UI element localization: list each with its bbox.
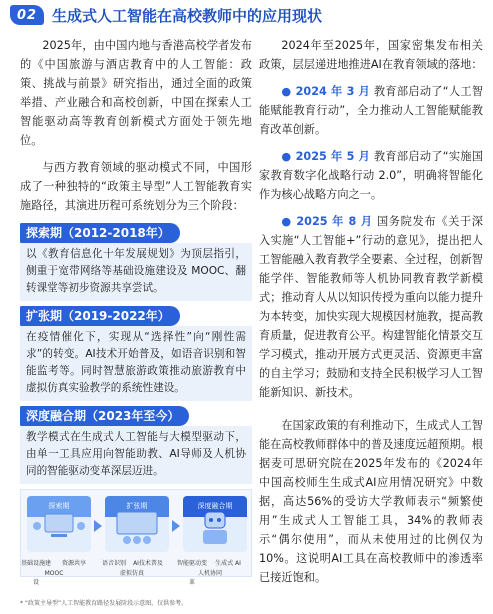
left-column xyxy=(20,36,252,586)
policy-item-2024-03 xyxy=(259,82,483,139)
bullet-dot-icon: ● xyxy=(281,150,296,163)
figure-label: MOOC xyxy=(44,570,64,577)
network-illustration-icon xyxy=(27,496,91,552)
section-title: 生成式人工智能在高校教师中的应用现状 xyxy=(52,6,323,25)
bullet-dot-icon: ● xyxy=(281,85,296,98)
phase-title: 扩张期（2019-2022年） xyxy=(20,306,180,326)
policy-text: 教育部启动了“人工智能赋能教育行动”，全力推动人工智能赋能教育改革创新。 xyxy=(259,85,484,136)
phase-deep-integration xyxy=(20,406,252,484)
phase-expansion xyxy=(20,306,252,401)
policy-date: 2025 年 5 月 xyxy=(295,150,371,163)
phase-title: 探索期（2012-2018年） xyxy=(20,223,180,243)
right-closing-paragraph: 在国家政策的有利推动下，生成式人工智能在高校教师群体中的普及速度远超预期。根据麦可思研究院在2025年发布的《2024年中国高校师生生成式AI应用情况研究》中数据，高达56%的受访大学教师表示“频繁使用”生成式人工智能工具，34%的教师表示“偶尔使用”，而从未使用过的比例仅为10%。这说明AI工具在高校教师中的渗透率已接近饱和。 xyxy=(259,419,483,584)
figure-stage-label: 探索期 xyxy=(27,496,91,517)
phase-text: 以《教育信息化十年发展规划》为顶层指引，侧重于宽带网络等基础设施建设及 MOOC、翻转课堂等初步资源共享尝试。 xyxy=(20,243,252,301)
policy-item-2025-08 xyxy=(259,212,483,402)
figure-stage-1 xyxy=(27,496,91,552)
phase-text: 在疫情催化下，实现从“选择性”向“刚性需求”的转变。AI技术开始普及，如语音识别和智能监考等。同时智慧旅游政策推动旅游教育中虚拟仿真实验教学的系统性建设。 xyxy=(20,326,252,401)
figure-label: 基础设施建设 xyxy=(21,560,52,586)
section-number-badge: 02 xyxy=(10,5,44,25)
figure-label: 语音识别 xyxy=(101,560,126,567)
policy-date: 2024 年 3 月 xyxy=(295,85,371,98)
phases-figure xyxy=(20,489,252,586)
figure-stage-label: 深度融合期 xyxy=(183,496,247,517)
policy-text: 国务院发布《关于深入实施“人工智能+”行动的意见》，提出把人工智能融入教育教学全要素、全过程，创新智能学伴、智能教师等人机协同教育教学新模式；推动育人从以知识传授为重向以能力提升为本转变，加快实现大规模因材施教，提高教育质量，促进教育公平。构建智能化情景交互学习模式，推动开展方式更灵活、资源更丰富的自主学习；鼓励和支持全民积极学习人工智能新知识、新技术。 xyxy=(259,215,483,399)
figure-stage-2 xyxy=(105,496,169,552)
figure-footnote: * “政策主导型”人工智能教育路径发展阶段示意图，仅供参考。 xyxy=(20,600,188,607)
section-header xyxy=(10,4,322,26)
bullet-dot-icon: ● xyxy=(281,215,297,228)
policy-text: 教育部启动了“实施国家教育数字化战略行动 2.0”，明确将智能化作为核心战略方向之一。 xyxy=(259,150,484,201)
left-paragraph-1: 2025年，由中国内地与香港高校学者发布的《中国旅游与酒店教育中的人工智能：政策、挑战与前景》研究指出，通过全面的政策举措、产业融合和高校创新，中国在探索人工智能驱动高等教育创新模式方面处于领先地位。 xyxy=(20,39,252,147)
figure-label: 智能驱动变革 xyxy=(177,560,208,586)
policy-date: 2025 年 8 月 xyxy=(296,215,373,228)
phase-exploration xyxy=(20,223,252,301)
arrow-right-icon xyxy=(94,520,102,532)
left-paragraph-2: 与西方教育领域的驱动模式不同，中国形成了一种独特的“政策主导型”人工智能教育实施路径，其演进历程可系统划分为三个阶段： xyxy=(20,161,252,212)
figure-label: 资源共享 xyxy=(61,560,86,567)
figure-label: 虚拟仿真 xyxy=(119,570,144,577)
phase-title: 深度融合期（2023年至今） xyxy=(20,406,189,426)
ai-robot-illustration-icon xyxy=(183,496,247,552)
arrow-right-icon xyxy=(172,520,180,532)
figure-label: AI技术普及 xyxy=(133,560,163,567)
classroom-illustration-icon xyxy=(105,496,169,552)
figure-label: 生成式 AI xyxy=(215,560,241,567)
policy-item-2025-05 xyxy=(259,147,483,204)
figure-stage-label: 扩张期 xyxy=(105,496,169,517)
phase-text: 教学模式在生成式人工智能与大模型驱动下，由单一工具应用向智能助教、AI导师及人机协同的智能驱动变革深层迈进。 xyxy=(20,426,252,484)
figure-stage-3 xyxy=(183,496,247,552)
right-intro: 2024年至2025年，国家密集发布相关政策，层层递进地推进AI在教育领域的落地： xyxy=(259,39,483,71)
figure-label: 人机协同 xyxy=(197,570,222,577)
right-column xyxy=(259,36,483,595)
